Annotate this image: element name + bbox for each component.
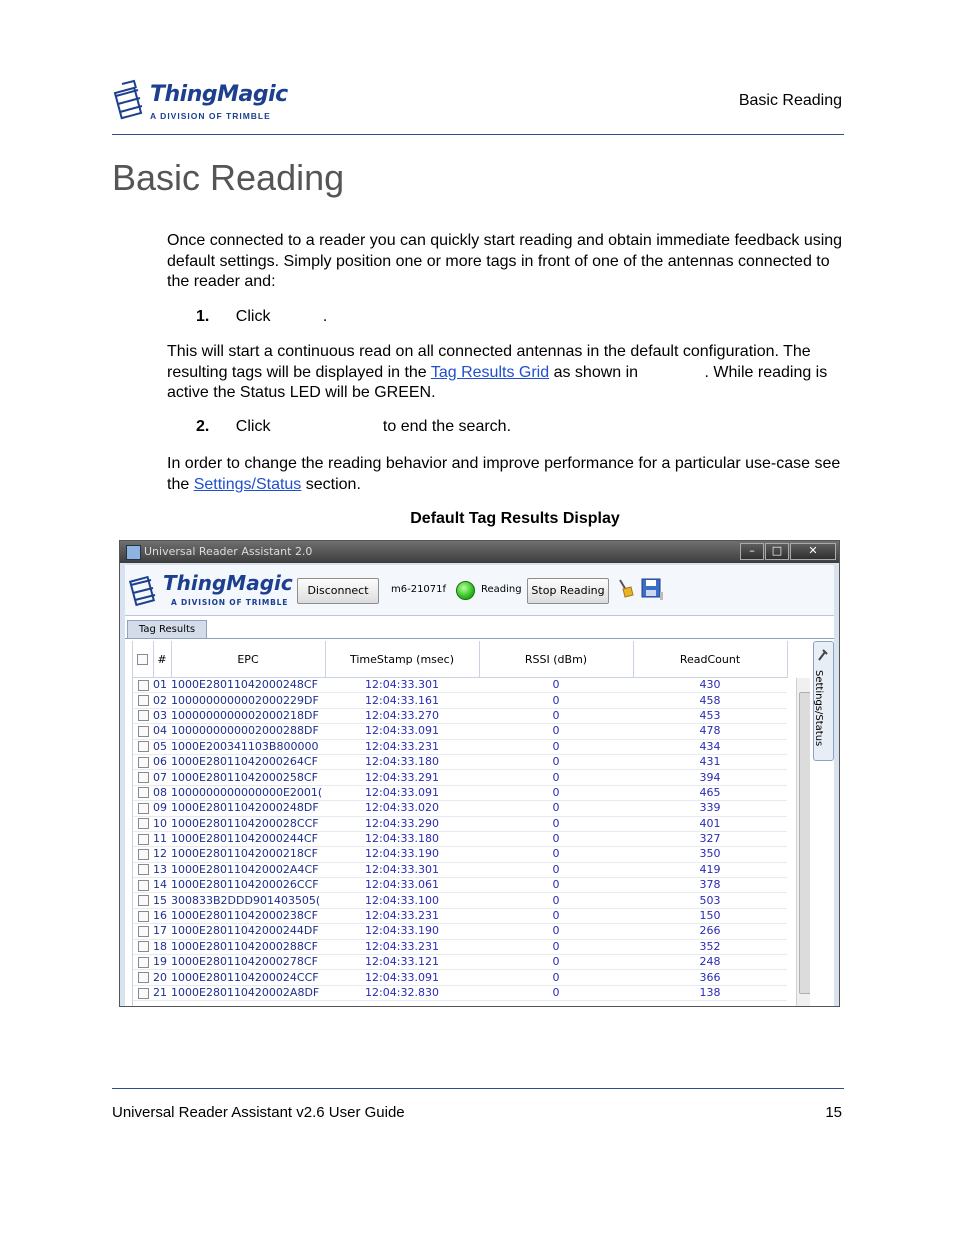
row-rssi: 0 [479, 724, 633, 739]
app-icon [126, 545, 141, 560]
scrollbar-thumb[interactable] [799, 692, 810, 994]
row-rssi: 0 [479, 939, 633, 954]
row-rssi: 0 [479, 678, 633, 693]
row-timestamp: 12:04:33.231 [325, 939, 479, 954]
row-readcount: 350 [633, 847, 787, 862]
row-rssi: 0 [479, 955, 633, 970]
row-timestamp: 12:04:32.830 [325, 985, 479, 1000]
row-checkbox[interactable] [133, 678, 153, 693]
row-checkbox[interactable] [133, 955, 153, 970]
row-readcount: 431 [633, 754, 787, 769]
row-epc: 1000E280110420002A8DF [171, 985, 325, 1000]
row-epc: 1000E28011042000248CF [171, 678, 325, 693]
row-timestamp: 12:04:33.231 [325, 908, 479, 923]
step-text: Click [235, 418, 271, 435]
step-number: 2. [196, 418, 210, 435]
table-row[interactable] [133, 862, 787, 877]
row-readcount: 394 [633, 770, 787, 785]
row-readcount: 248 [633, 955, 787, 970]
table-row[interactable] [133, 831, 787, 846]
table-row[interactable] [133, 739, 787, 754]
row-checkbox[interactable] [133, 878, 153, 893]
row-epc: 1000000000000000E2001( [171, 785, 325, 800]
step-1 [196, 308, 327, 326]
row-readcount: 401 [633, 816, 787, 831]
wrench-icon [817, 648, 829, 662]
page-number: 15 [825, 1104, 842, 1121]
column-header-timestamp[interactable]: TimeStamp (msec) [325, 641, 479, 678]
table-row[interactable] [133, 754, 787, 769]
table-row[interactable] [133, 708, 787, 723]
disconnect-button[interactable]: Disconnect [297, 578, 379, 604]
intro-paragraph: Once connected to a reader you can quickly start reading and obtain immediate feedback using default settings. Simply position one or more tags in front of one of the antennas connected to the reader and: [167, 232, 843, 290]
app-logo-subtitle: A DIVISION OF TRIMBLE [171, 598, 289, 607]
row-index: 04 [153, 724, 171, 739]
row-index: 07 [153, 770, 171, 785]
row-readcount: 478 [633, 724, 787, 739]
status-label: Reading [481, 584, 522, 595]
row-index: 12 [153, 847, 171, 862]
row-timestamp: 12:04:33.180 [325, 754, 479, 769]
row-epc: 1000E28011042000288CF [171, 939, 325, 954]
app-toolbar [125, 565, 834, 616]
row-timestamp: 12:04:33.290 [325, 816, 479, 831]
row-index: 14 [153, 878, 171, 893]
row-readcount: 378 [633, 878, 787, 893]
settings-status-side-tab[interactable] [813, 641, 834, 761]
header-rule [112, 134, 844, 135]
table-row[interactable] [133, 785, 787, 800]
row-timestamp: 12:04:33.020 [325, 801, 479, 816]
row-epc: 1000E28011042000238CF [171, 908, 325, 923]
paragraph-text: . While reading is active the Status LED will be GREEN. [167, 363, 828, 401]
row-rssi: 0 [479, 924, 633, 939]
row-checkbox[interactable] [133, 770, 153, 785]
row-epc: 1000E200341103B800000 [171, 739, 325, 754]
column-header-epc[interactable]: EPC [171, 641, 325, 678]
row-timestamp: 12:04:33.270 [325, 708, 479, 723]
table-row[interactable] [133, 693, 787, 708]
minimize-icon[interactable]: – [740, 543, 764, 560]
status-led-icon [456, 581, 475, 600]
row-timestamp: 12:04:33.061 [325, 878, 479, 893]
row-checkbox[interactable] [133, 924, 153, 939]
row-index: 16 [153, 908, 171, 923]
column-header-index[interactable]: # [153, 641, 171, 678]
reader-logo-icon [127, 569, 161, 613]
row-epc: 1000000000002000288DF [171, 724, 325, 739]
app-logo-wordmark: ThingMagic [163, 571, 293, 595]
row-readcount: 434 [633, 739, 787, 754]
close-icon[interactable]: ✕ [790, 543, 836, 560]
row-readcount: 266 [633, 924, 787, 939]
row-checkbox[interactable] [133, 693, 153, 708]
table-row[interactable] [133, 770, 787, 785]
row-checkbox[interactable] [133, 893, 153, 908]
logo-subtitle: A DIVISION OF TRIMBLE [150, 111, 271, 121]
row-readcount: 458 [633, 693, 787, 708]
row-readcount: 419 [633, 862, 787, 877]
step-text-end: to end the search. [382, 418, 512, 435]
row-rssi: 0 [479, 847, 633, 862]
paragraph-text: In order to change the reading behavior and improve performance for a particular use-case see the [167, 455, 841, 493]
row-epc: 1000E2801104200028CCF [171, 816, 325, 831]
row-rssi: 0 [479, 770, 633, 785]
save-icon[interactable] [641, 578, 663, 600]
column-header-rssi[interactable]: RSSI (dBm) [479, 641, 633, 678]
row-index: 01 [153, 678, 171, 693]
row-readcount: 352 [633, 939, 787, 954]
vertical-scrollbar[interactable] [796, 678, 810, 1006]
row-epc: 1000E28011042000258CF [171, 770, 325, 785]
row-epc: 1000000000002000229DF [171, 693, 325, 708]
row-timestamp: 12:04:33.301 [325, 678, 479, 693]
paragraph-3 [167, 454, 847, 495]
row-readcount: 465 [633, 785, 787, 800]
row-timestamp: 12:04:33.231 [325, 739, 479, 754]
table-row[interactable] [133, 878, 787, 893]
row-timestamp: 12:04:33.121 [325, 955, 479, 970]
row-timestamp: 12:04:33.091 [325, 724, 479, 739]
paragraph-2 [167, 342, 847, 404]
row-index: 10 [153, 816, 171, 831]
window-titlebar [120, 541, 839, 563]
row-index: 18 [153, 939, 171, 954]
row-checkbox[interactable] [133, 724, 153, 739]
row-epc: 1000E280110420002A4CF [171, 862, 325, 877]
row-index: 03 [153, 708, 171, 723]
settings-status-link[interactable]: Settings/Status [193, 475, 302, 493]
clear-broom-icon[interactable] [616, 578, 634, 598]
row-epc: 1000E28011042000248DF [171, 801, 325, 816]
row-readcount: 339 [633, 801, 787, 816]
row-epc: 300833B2DDD901403505( [171, 893, 325, 908]
row-epc: 1000E28011042000218CF [171, 847, 325, 862]
row-readcount: 150 [633, 908, 787, 923]
paragraph-text: as shown in [549, 363, 643, 381]
thingmagic-logo [112, 78, 288, 130]
row-readcount: 366 [633, 970, 787, 985]
table-row[interactable] [133, 847, 787, 862]
row-rssi: 0 [479, 831, 633, 846]
tab-strip [125, 616, 834, 639]
table-row[interactable] [133, 801, 787, 816]
row-index: 20 [153, 970, 171, 985]
table-row[interactable] [133, 985, 787, 1000]
paragraph-text: section. [301, 475, 361, 493]
row-timestamp: 12:04:33.091 [325, 785, 479, 800]
column-header-readcount[interactable]: ReadCount [633, 641, 787, 678]
row-checkbox[interactable] [133, 862, 153, 877]
row-rssi: 0 [479, 816, 633, 831]
row-rssi: 0 [479, 785, 633, 800]
row-readcount: 138 [633, 985, 787, 1000]
table-header-row [133, 641, 787, 678]
row-rssi: 0 [479, 893, 633, 908]
tab-tag-results[interactable]: Tag Results [127, 620, 207, 638]
row-index: 17 [153, 924, 171, 939]
row-checkbox[interactable] [133, 754, 153, 769]
footer-rule [112, 1088, 844, 1089]
step-number: 1. [196, 308, 210, 325]
row-checkbox[interactable] [133, 816, 153, 831]
row-rssi: 0 [479, 970, 633, 985]
row-rssi: 0 [479, 693, 633, 708]
row-readcount: 503 [633, 893, 787, 908]
table-row[interactable] [133, 970, 787, 985]
row-timestamp: 12:04:33.161 [325, 693, 479, 708]
table-row[interactable] [133, 893, 787, 908]
row-checkbox[interactable] [133, 847, 153, 862]
row-timestamp: 12:04:33.190 [325, 924, 479, 939]
reader-name: m6-21071f [391, 584, 447, 595]
row-index: 15 [153, 893, 171, 908]
row-epc: 1000E28011042000264CF [171, 754, 325, 769]
row-index: 02 [153, 693, 171, 708]
row-rssi: 0 [479, 862, 633, 877]
maximize-icon[interactable]: □ [765, 543, 789, 560]
tag-results-table [133, 641, 788, 1001]
row-rssi: 0 [479, 801, 633, 816]
table-row[interactable] [133, 724, 787, 739]
row-index: 09 [153, 801, 171, 816]
row-checkbox[interactable] [133, 739, 153, 754]
tag-results-grid-link[interactable]: Tag Results Grid [430, 363, 550, 381]
figure-caption: Default Tag Results Display [410, 510, 620, 527]
table-row[interactable] [133, 955, 787, 970]
reader-logo-icon [112, 78, 148, 128]
row-checkbox[interactable] [133, 801, 153, 816]
table-row[interactable] [133, 678, 787, 693]
row-index: 11 [153, 831, 171, 846]
app-content [125, 565, 834, 1006]
row-checkbox[interactable] [133, 985, 153, 1000]
row-rssi: 0 [479, 708, 633, 723]
row-checkbox[interactable] [133, 908, 153, 923]
row-rssi: 0 [479, 739, 633, 754]
row-checkbox[interactable] [133, 939, 153, 954]
table-body [133, 678, 787, 1001]
step-2 [196, 418, 511, 436]
tag-results-grid [132, 641, 810, 1006]
app-window [119, 540, 840, 1007]
table-row[interactable] [133, 908, 787, 923]
step-text: Click [235, 308, 271, 325]
row-timestamp: 12:04:33.190 [325, 847, 479, 862]
table-row[interactable] [133, 939, 787, 954]
row-readcount: 327 [633, 831, 787, 846]
row-epc: 1000E28011042000244CF [171, 831, 325, 846]
select-all-checkbox[interactable] [133, 641, 153, 678]
row-index: 08 [153, 785, 171, 800]
row-rssi: 0 [479, 878, 633, 893]
row-readcount: 453 [633, 708, 787, 723]
row-index: 19 [153, 955, 171, 970]
row-epc: 1000E2801104200024CCF [171, 970, 325, 985]
row-checkbox[interactable] [133, 785, 153, 800]
row-timestamp: 12:04:33.091 [325, 970, 479, 985]
stop-reading-button[interactable]: Stop Reading [527, 578, 609, 604]
row-index: 05 [153, 739, 171, 754]
row-epc: 1000000000002000218DF [171, 708, 325, 723]
row-timestamp: 12:04:33.301 [325, 862, 479, 877]
table-row[interactable] [133, 816, 787, 831]
row-timestamp: 12:04:33.100 [325, 893, 479, 908]
row-epc: 1000E28011042000244DF [171, 924, 325, 939]
row-readcount: 430 [633, 678, 787, 693]
row-rssi: 0 [479, 985, 633, 1000]
row-index: 06 [153, 754, 171, 769]
step-text-end: . [322, 308, 328, 325]
row-epc: 1000E28011042000278CF [171, 955, 325, 970]
header-section-title: Basic Reading [738, 92, 842, 109]
side-tab-label: Settings/Status [813, 670, 824, 747]
row-epc: 1000E2801104200026CCF [171, 878, 325, 893]
row-checkbox[interactable] [133, 970, 153, 985]
window-title: Universal Reader Assistant 2.0 [144, 545, 313, 558]
logo-wordmark: ThingMagic [150, 82, 288, 107]
row-checkbox[interactable] [133, 708, 153, 723]
row-checkbox[interactable] [133, 831, 153, 846]
row-rssi: 0 [479, 908, 633, 923]
row-timestamp: 12:04:33.291 [325, 770, 479, 785]
footer-guide-title: Universal Reader Assistant v2.6 User Guide [112, 1104, 405, 1121]
row-index: 21 [153, 985, 171, 1000]
row-index: 13 [153, 862, 171, 877]
row-timestamp: 12:04:33.180 [325, 831, 479, 846]
paragraph-text: This will start a continuous read on all connected antennas in the default configuration. The resulting tags will be displayed in the [167, 343, 811, 381]
row-rssi: 0 [479, 754, 633, 769]
page-title: Basic Reading [112, 157, 345, 198]
table-row[interactable] [133, 924, 787, 939]
